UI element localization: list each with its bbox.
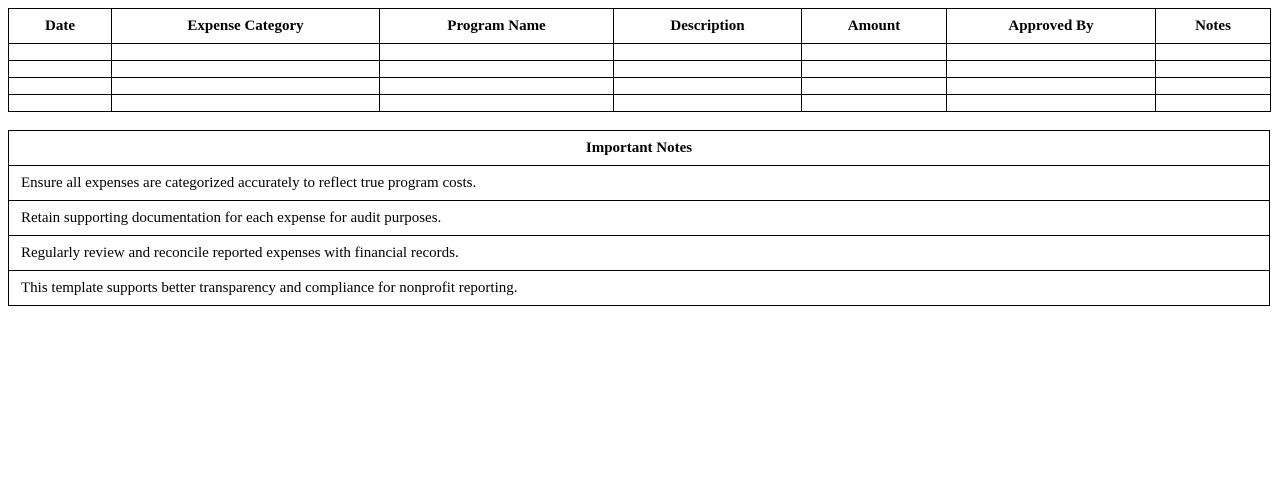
- expense-table: [8, 8, 1271, 112]
- table-cell[interactable]: [112, 44, 380, 61]
- table-cell[interactable]: [380, 78, 614, 95]
- column-header-expense-category: Expense Category: [112, 9, 380, 44]
- table-cell[interactable]: [9, 95, 112, 112]
- note-item: Regularly review and reconcile reported expenses with financial records.: [9, 236, 1270, 271]
- table-cell[interactable]: [112, 78, 380, 95]
- table-cell[interactable]: [1156, 44, 1271, 61]
- notes-header-row: [9, 131, 1270, 166]
- table-cell[interactable]: [112, 95, 380, 112]
- table-row: [9, 95, 1271, 112]
- table-cell[interactable]: [947, 95, 1156, 112]
- important-notes-table: [8, 130, 1270, 306]
- column-header-amount: Amount: [802, 9, 947, 44]
- note-row: [9, 201, 1270, 236]
- column-header-description: Description: [614, 9, 802, 44]
- table-cell[interactable]: [947, 61, 1156, 78]
- table-cell[interactable]: [802, 44, 947, 61]
- table-cell[interactable]: [802, 61, 947, 78]
- table-cell[interactable]: [947, 78, 1156, 95]
- table-cell[interactable]: [380, 95, 614, 112]
- column-header-approved-by: Approved By: [947, 9, 1156, 44]
- note-item: This template supports better transparency and compliance for nonprofit reporting.: [9, 271, 1270, 306]
- table-cell[interactable]: [380, 61, 614, 78]
- table-cell[interactable]: [614, 61, 802, 78]
- column-header-notes: Notes: [1156, 9, 1271, 44]
- table-cell[interactable]: [614, 78, 802, 95]
- note-row: [9, 271, 1270, 306]
- column-header-date: Date: [9, 9, 112, 44]
- column-header-program-name: Program Name: [380, 9, 614, 44]
- table-cell[interactable]: [614, 44, 802, 61]
- note-item: Ensure all expenses are categorized accurately to reflect true program costs.: [9, 166, 1270, 201]
- table-cell[interactable]: [614, 95, 802, 112]
- note-item: Retain supporting documentation for each expense for audit purposes.: [9, 201, 1270, 236]
- table-cell[interactable]: [9, 78, 112, 95]
- table-cell[interactable]: [802, 95, 947, 112]
- table-cell[interactable]: [112, 61, 380, 78]
- table-row: [9, 78, 1271, 95]
- note-row: [9, 236, 1270, 271]
- table-cell[interactable]: [1156, 78, 1271, 95]
- table-cell[interactable]: [802, 78, 947, 95]
- table-cell[interactable]: [380, 44, 614, 61]
- note-row: [9, 166, 1270, 201]
- table-cell[interactable]: [9, 61, 112, 78]
- table-row: [9, 44, 1271, 61]
- table-cell[interactable]: [9, 44, 112, 61]
- table-row: [9, 61, 1271, 78]
- table-cell[interactable]: [1156, 95, 1271, 112]
- table-cell[interactable]: [947, 44, 1156, 61]
- table-cell[interactable]: [1156, 61, 1271, 78]
- header-row: [9, 9, 1271, 44]
- notes-title: Important Notes: [9, 131, 1270, 166]
